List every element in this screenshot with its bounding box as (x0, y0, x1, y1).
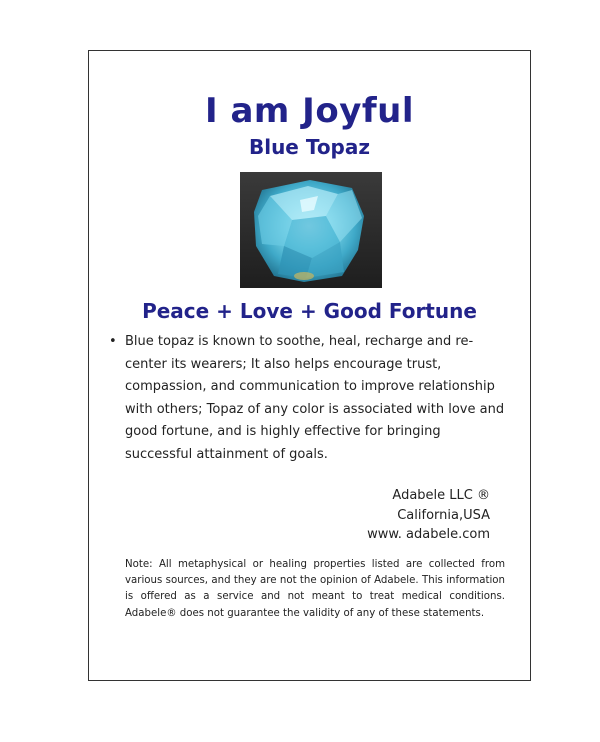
company-name: Adabele LLC ® (392, 488, 490, 503)
description-list-item (109, 331, 509, 466)
disclaimer-note: Note: All metaphysical or healing properties listed are collected from various sources, and they are not the opinion of Adabele. This information is offered as a service and not meant to treat medical conditions. Adabele® does not guarantee the validity of any of these statements. (125, 559, 505, 619)
bullet-icon: • (109, 334, 117, 349)
blue-topaz-crystal-image (240, 172, 382, 288)
company-info (367, 486, 490, 545)
card-tagline: Peace + Love + Good Fortune (142, 299, 477, 323)
company-website: www. adabele.com (367, 527, 490, 542)
info-card (88, 50, 531, 681)
blue-topaz-crystal-photo (240, 172, 382, 288)
card-title: I am Joyful (204, 91, 415, 131)
description-text: Blue topaz is known to soothe, heal, recharge and re-center its wearers; It also helps encourage trust, compassion, and communication to improve relationship with others; Topaz of any color is associated with love and good fortune, and is highly effective for bringing successful attainment of goals. (125, 334, 505, 462)
card-subtitle: Blue Topaz (248, 135, 371, 159)
company-location: California,USA (397, 507, 490, 523)
